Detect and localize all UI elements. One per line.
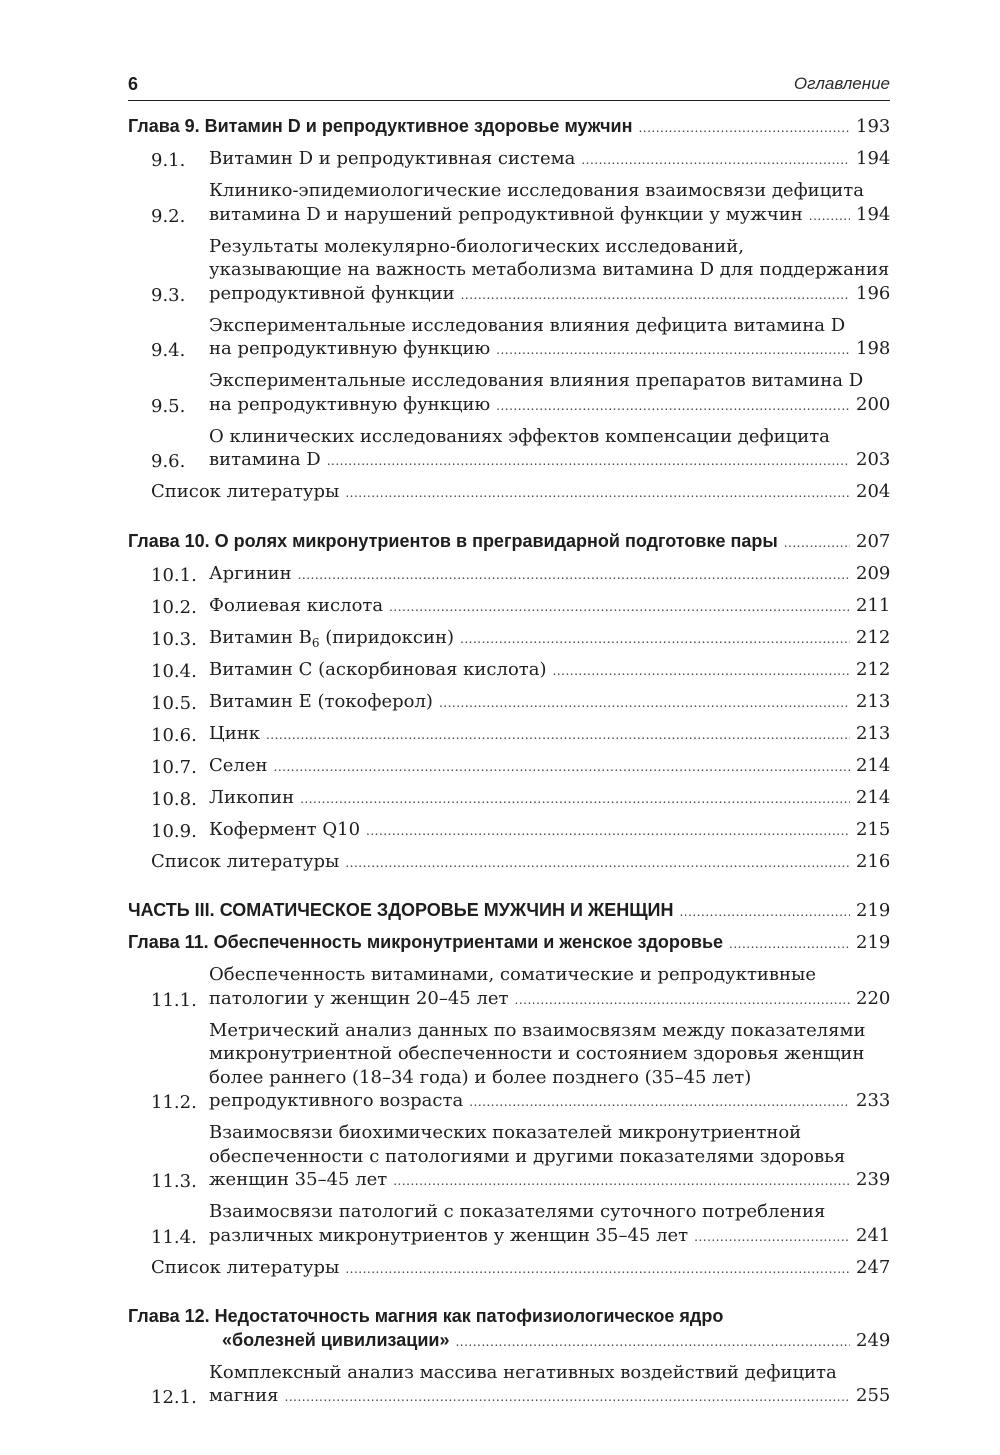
leader-dots — [469, 1091, 850, 1115]
toc-section[interactable] — [128, 722, 890, 748]
leader-dots — [389, 596, 850, 620]
section-title-line: витамина D — [209, 449, 321, 470]
toc-section[interactable] — [128, 314, 890, 363]
leader-dots — [461, 284, 850, 308]
leader-dots — [694, 1226, 850, 1250]
page-ref: 255 — [856, 1385, 891, 1406]
page-ref: 207 — [856, 530, 891, 552]
toc-references[interactable] — [128, 850, 890, 876]
section-number: 9.1. — [151, 150, 186, 171]
section-title: Витамин E (токоферол) — [209, 690, 433, 712]
section-title-line: витамина D и нарушений репродуктивной функции у мужчин — [209, 203, 803, 225]
leader-dots — [300, 788, 850, 812]
leader-dots — [345, 1258, 850, 1282]
page-ref: 249 — [856, 1329, 891, 1351]
section-number: 11.1. — [151, 989, 197, 1011]
section-title: Витамин C (аскорбиновая кислота) — [209, 658, 547, 680]
page-ref: 198 — [856, 338, 891, 359]
page-ref: 212 — [856, 626, 891, 648]
page-ref: 216 — [856, 850, 891, 872]
toc-section[interactable] — [128, 818, 890, 844]
leader-dots — [274, 756, 850, 780]
section-title-line: репродуктивной функции — [209, 282, 455, 304]
page-ref: 233 — [856, 1090, 891, 1111]
toc-section[interactable] — [128, 786, 890, 812]
section-title-line: более раннего (18–34 года) и более позднего (35–45 лет) — [209, 1066, 752, 1088]
toc-references[interactable] — [128, 480, 890, 506]
header-rule — [128, 100, 890, 101]
subscript: 6 — [311, 635, 320, 650]
toc-section[interactable] — [128, 369, 890, 418]
chapter-label: Глава 10 — [128, 530, 205, 551]
section-title-line: Экспериментальные исследования влияния препаратов витамина D — [209, 370, 864, 391]
section-number: 10.1. — [151, 564, 197, 586]
leader-dots — [809, 205, 850, 229]
section-title: Кофермент Q10 — [209, 818, 361, 840]
leader-dots — [455, 1331, 850, 1355]
section-title-line: магния — [209, 1385, 279, 1406]
chapter-label: Глава 9 — [128, 116, 195, 136]
section-number: 9.6. — [151, 451, 186, 472]
section-number: 11.4. — [151, 1226, 197, 1248]
section-title — [209, 626, 454, 650]
section-number: 10.6. — [151, 724, 197, 746]
section-title-line: Результаты молекулярно-биологических исследований, — [209, 235, 744, 257]
section-number: 9.3. — [151, 284, 186, 306]
page-ref: 194 — [856, 148, 891, 169]
page-ref: 211 — [856, 594, 891, 616]
toc-chapter-12[interactable] — [128, 1305, 890, 1354]
leader-dots — [345, 852, 850, 876]
page-ref: 219 — [856, 900, 891, 921]
toc-section[interactable] — [128, 235, 890, 308]
page-ref: 241 — [856, 1224, 891, 1246]
page-ref: 212 — [856, 658, 891, 680]
toc-section[interactable] — [128, 425, 890, 474]
section-number: 10.5. — [151, 692, 197, 714]
section-title-line: различных микронутриентов у женщин 35–45 лет — [209, 1224, 689, 1246]
chapter-title: . Витамин D и репродуктивное здоровье мужчин — [194, 116, 633, 136]
chapter-title: . Недостаточность магния как патофизиологическое ядро — [204, 1306, 724, 1326]
section-title-line: указывающие на важность метаболизма витамина D для поддержания — [209, 259, 890, 280]
section-number: 12.1. — [151, 1387, 197, 1408]
toc-section[interactable] — [128, 1361, 890, 1410]
section-number: 10.2. — [151, 596, 197, 618]
leader-dots — [496, 395, 850, 419]
section-title: Витамин D и репродуктивная система — [209, 148, 576, 169]
running-header — [128, 74, 890, 98]
section-title: Фолиевая кислота — [209, 594, 384, 616]
page-number: 6 — [128, 74, 139, 94]
page-ref: 214 — [856, 754, 891, 776]
section-title-line: Экспериментальные исследования влияния дефицита витамина D — [209, 314, 846, 336]
leader-dots — [266, 724, 850, 748]
section-number: 10.3. — [151, 628, 197, 650]
leader-dots — [729, 933, 850, 957]
table-of-contents — [128, 115, 890, 1410]
toc-section[interactable] — [128, 963, 890, 1012]
section-title: Ликопин — [209, 786, 295, 808]
section-title: Аргинин — [209, 562, 292, 584]
chapter-title-line: «болезней цивилизации» — [222, 1329, 450, 1350]
section-title-line: Обеспеченность витаминами, соматические и репродуктивные — [209, 964, 817, 985]
chapter-label: Глава 11 — [128, 932, 204, 952]
section-title-line: Клинико-эпидемиологические исследования взаимосвязи дефицита — [209, 180, 864, 201]
chapter-title: . О ролях микронутриентов в прегравидарной подготовке пары — [204, 530, 778, 551]
section-title-line: Взаимосвязи патологий с показателями суточного потребления — [209, 1201, 826, 1222]
section-title: Селен — [209, 754, 268, 776]
toc-section[interactable] — [128, 690, 890, 716]
section-title-line: О клинических исследованиях эффектов компенсации дефицита — [209, 425, 830, 447]
section-title-line: обеспеченности с патологиями и другими показателями здоровья — [209, 1145, 846, 1167]
page-ref: 204 — [856, 481, 891, 502]
section-title-line: микронутриентной обеспеченности и состоянием здоровья женщин — [209, 1043, 865, 1064]
title-part: Витамин B — [209, 626, 312, 648]
section-title-line: патологии у женщин 20–45 лет — [209, 987, 509, 1009]
page-ref: 193 — [856, 116, 891, 137]
page-ref: 200 — [856, 393, 891, 415]
toc-chapter-11[interactable] — [128, 931, 890, 957]
leader-dots — [784, 532, 850, 556]
section-title-line: на репродуктивную функцию — [209, 393, 491, 415]
section-number: 10.8. — [151, 788, 197, 810]
leader-dots — [285, 1386, 850, 1410]
page-ref: 213 — [856, 722, 891, 744]
toc-references[interactable] — [128, 1256, 890, 1282]
toc-section[interactable] — [128, 626, 890, 652]
section-number: 10.4. — [151, 660, 197, 682]
leader-dots — [327, 450, 850, 474]
section-title-line: репродуктивного возраста — [209, 1090, 464, 1111]
toc-section[interactable] — [128, 1019, 890, 1115]
toc-section[interactable] — [128, 594, 890, 620]
toc-section[interactable] — [128, 754, 890, 780]
page-ref: 194 — [856, 203, 891, 225]
leader-dots — [496, 339, 850, 363]
section-title-line: Взаимосвязи биохимических показателей микронутриентной — [209, 1122, 802, 1143]
section-title-line: на репродуктивную функцию — [209, 338, 491, 359]
page-ref: 247 — [856, 1256, 891, 1278]
section-title-line: Метрический анализ данных по взаимосвязям между показателями — [209, 1019, 866, 1041]
leader-dots — [345, 482, 850, 506]
page-ref: 215 — [856, 818, 891, 840]
leader-dots — [298, 564, 850, 588]
toc-section[interactable] — [128, 1121, 890, 1194]
section-number: 9.2. — [151, 205, 186, 227]
page-ref: 220 — [856, 987, 891, 1009]
leader-dots — [638, 117, 850, 141]
toc-part-3[interactable] — [128, 899, 890, 925]
toc-section[interactable] — [128, 562, 890, 588]
leader-dots — [515, 989, 851, 1013]
page-ref: 214 — [856, 786, 891, 808]
section-number: 9.5. — [151, 395, 186, 417]
leader-dots — [553, 660, 851, 684]
section-number: 11.2. — [151, 1092, 197, 1113]
leader-dots — [439, 692, 850, 716]
section-number: 9.4. — [151, 340, 186, 361]
running-title: Оглавление — [793, 74, 890, 93]
references-label: Список литературы — [151, 850, 340, 872]
page-ref: 209 — [856, 562, 891, 584]
chapter-title: . Обеспеченность микронутриентами и женское здоровье — [203, 932, 724, 952]
section-title: Цинк — [209, 722, 260, 744]
title-part: (пиридоксин) — [319, 626, 455, 648]
toc-section[interactable] — [128, 1200, 890, 1249]
toc-section[interactable] — [128, 147, 890, 173]
section-number: 11.3. — [151, 1171, 197, 1192]
references-label: Список литературы — [151, 481, 340, 502]
leader-dots — [460, 628, 850, 652]
leader-dots — [679, 901, 850, 925]
page-ref: 219 — [856, 932, 891, 953]
toc-section[interactable] — [128, 658, 890, 684]
section-number: 10.7. — [151, 756, 197, 778]
section-number: 10.9. — [151, 820, 197, 842]
leader-dots — [393, 1170, 850, 1194]
leader-dots — [366, 820, 850, 844]
page-ref: 239 — [856, 1169, 891, 1190]
page-ref: 203 — [856, 449, 891, 470]
leader-dots — [581, 149, 850, 173]
references-label: Список литературы — [151, 1256, 340, 1278]
toc-section[interactable] — [128, 179, 890, 228]
page-ref: 213 — [856, 690, 891, 712]
toc-chapter-9[interactable] — [128, 115, 890, 141]
section-title-line: женщин 35–45 лет — [209, 1169, 388, 1190]
toc-chapter-10[interactable] — [128, 530, 890, 556]
part-title: ЧАСТЬ III. СОМАТИЧЕСКОЕ ЗДОРОВЬЕ МУЖЧИН И ЖЕНЩИН — [128, 900, 674, 920]
chapter-label: Глава 12 — [128, 1306, 205, 1326]
section-title-line: Комплексный анализ массива негативных воздействий дефицита — [209, 1361, 837, 1383]
page-ref: 196 — [856, 282, 891, 304]
